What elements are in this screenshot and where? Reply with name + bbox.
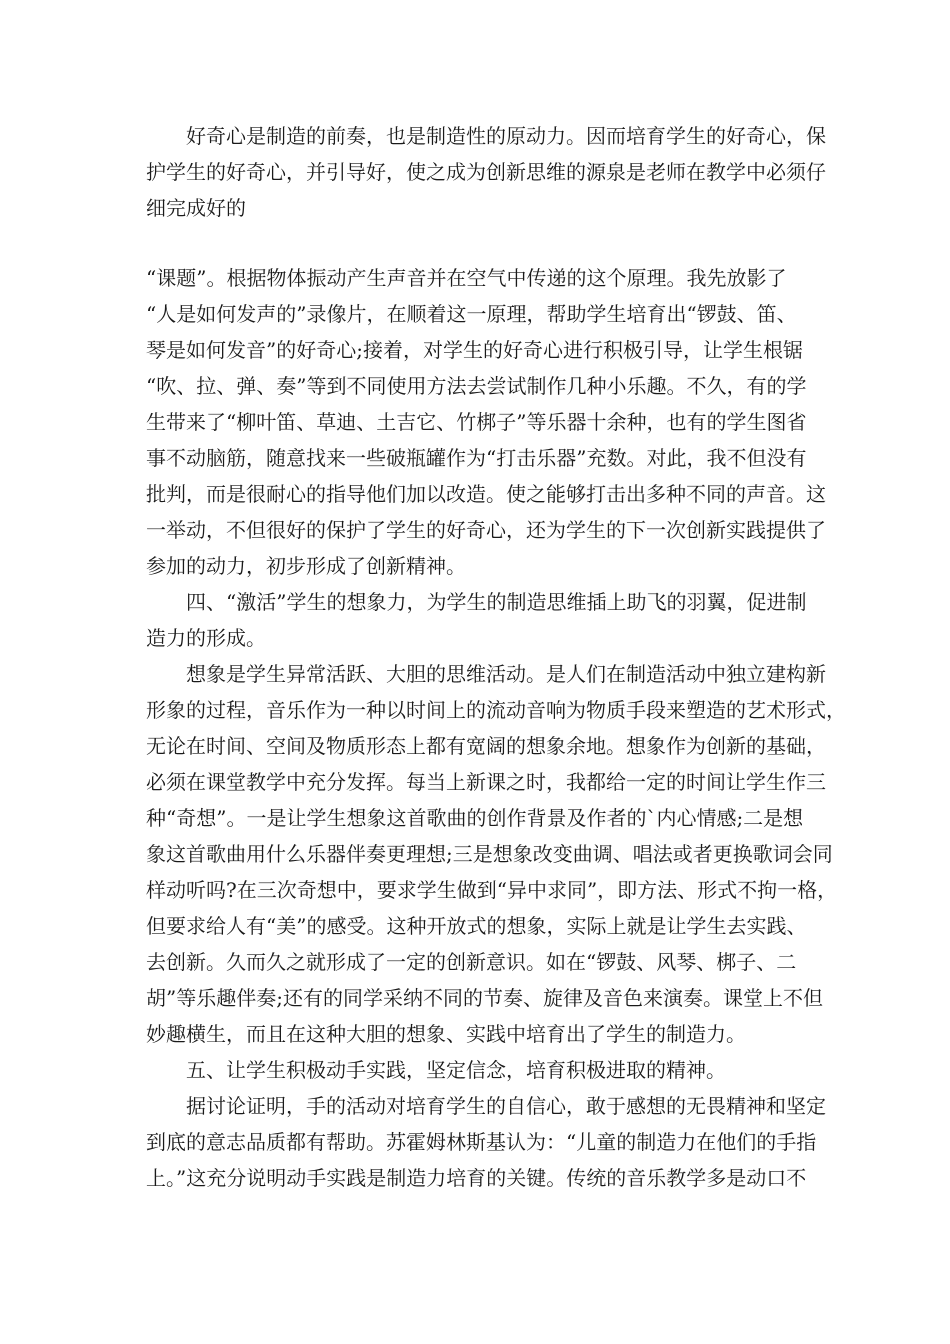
paragraph-imagination bbox=[146, 656, 846, 1052]
text-line: 参加的动力，初步形成了创新精神。 bbox=[146, 554, 466, 578]
text-line: 胡”等乐趣伴奏;还有的同学采纳不同的节奏、旋律及音色来演奏。课堂上不但 bbox=[146, 986, 823, 1010]
text-line: 象这首歌曲用什么乐器伴奏更理想;三是想象改变曲调、唱法或者更换歌词会同 bbox=[146, 842, 833, 866]
paragraph-practice bbox=[146, 1088, 826, 1196]
text-line: 一举动，不但很好的保护了学生的好奇心，还为学生的下一次创新实践提供了 bbox=[146, 518, 826, 542]
text-line: 护学生的好奇心，并引导好，使之成为创新思维的源泉是老师在教学中必须仔 bbox=[146, 160, 826, 184]
text-line: 但要求给人有“美”的感受。这种开放式的想象，实际上就是让学生去实践、 bbox=[146, 914, 807, 938]
text-line: 据讨论证明，手的活动对培育学生的自信心，敢于感想的无畏精神和坚定 bbox=[186, 1094, 826, 1118]
text-line: 样动听吗?在三次奇想中，要求学生做到“异中求同”，即方法、形式不拘一格， bbox=[146, 878, 838, 902]
paragraph-topic bbox=[146, 260, 826, 584]
text-line: 必须在课堂教学中充分发挥。每当上新课之时，我都给一定的时间让学生作三 bbox=[146, 770, 826, 794]
text-line: 批判，而是很耐心的指导他们加以改造。使之能够打击出多种不同的声音。这 bbox=[146, 482, 826, 506]
section-heading-4 bbox=[146, 584, 806, 656]
text-line: 生带来了“柳叶笛、草迪、土吉它、竹梆子”等乐器十余种，也有的学生图省 bbox=[146, 410, 807, 434]
text-line: “吹、拉、弹、奏”等到不同使用方法去尝试制作几种小乐趣。不久，有的学 bbox=[146, 374, 807, 398]
text-line: “人是如何发声的”录像片，在顺着这一原理，帮助学生培育出“锣鼓、笛、 bbox=[146, 302, 797, 326]
text-line: 事不动脑筋，随意找来一些破瓶罐作为“打击乐器”充数。对此，我不但没有 bbox=[146, 446, 807, 470]
text-line: 想象是学生异常活跃、大胆的思维活动。是人们在制造活动中独立建构新 bbox=[186, 662, 826, 686]
text-line: 细完成好的 bbox=[146, 196, 246, 220]
text-line: 种“奇想”。一是让学生想象这首歌曲的创作背景及作者的`内心情感;二是想 bbox=[146, 806, 804, 830]
text-line: 好奇心是制造的前奏，也是制造性的原动力。因而培育学生的好奇心，保 bbox=[186, 124, 826, 148]
text-line: 琴是如何发音”的好奇心;接着，对学生的好奇心进行积极引导，让学生根锯 bbox=[146, 338, 803, 362]
text-line: 造力的形成。 bbox=[146, 626, 266, 650]
section-heading-5 bbox=[146, 1052, 806, 1088]
text-line: 上。”这充分说明动手实践是制造力培育的关键。传统的音乐教学多是动口不 bbox=[146, 1166, 807, 1190]
text-line: 到底的意志品质都有帮助。苏霍姆林斯基认为：“儿童的制造力在他们的手指 bbox=[146, 1130, 817, 1154]
text-line: 妙趣横生，而且在这种大胆的想象、实践中培育出了学生的制造力。 bbox=[146, 1022, 746, 1046]
text-line: “课题”。根据物体振动产生声音并在空气中传递的这个原理。我先放影了 bbox=[146, 266, 787, 290]
text-line: 形象的过程，音乐作为一种以时间上的流动音响为物质手段来塑造的艺术形式， bbox=[146, 698, 846, 722]
text-line: 去创新。久而久之就形成了一定的创新意识。如在“锣鼓、风琴、梆子、二 bbox=[146, 950, 797, 974]
text-line: 五、让学生积极动手实践，坚定信念，培育积极进取的精神。 bbox=[186, 1058, 726, 1082]
text-line: 四、“激活”学生的想象力，为学生的制造思维插上助飞的羽翼，促进制 bbox=[186, 590, 807, 614]
text-line: 无论在时间、空间及物质形态上都有宽阔的想象余地。想象作为创新的基础， bbox=[146, 734, 826, 758]
body-text bbox=[146, 260, 846, 1196]
paragraph-curiosity bbox=[146, 118, 826, 226]
